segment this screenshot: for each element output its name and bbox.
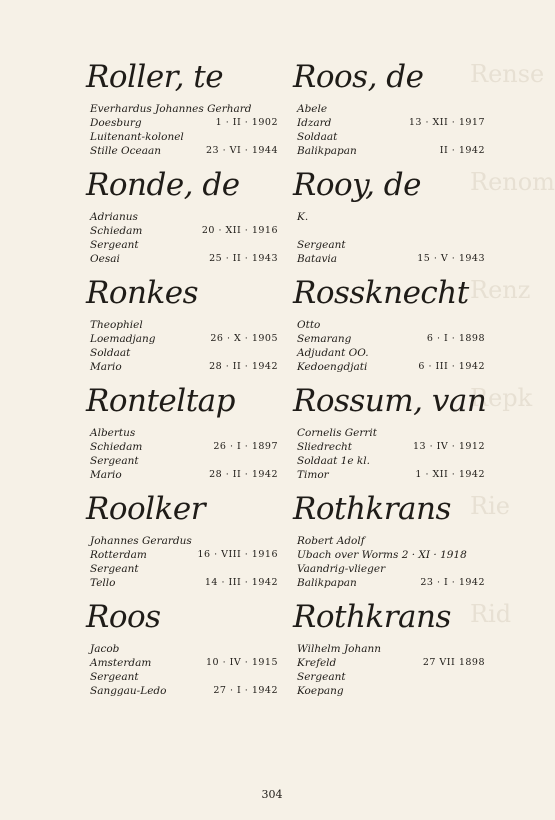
surname: Roos <box>86 599 161 635</box>
given-names: Theophiel <box>90 319 143 331</box>
birth-place-date: Idzard 13 · XII · 1917 <box>297 117 485 129</box>
death-place-date: Mario 28 · II · 1942 <box>90 361 278 373</box>
rank: Vaandrig-vlieger <box>297 563 386 575</box>
given-names: Otto <box>297 319 321 331</box>
surname: Ronkes <box>86 275 199 311</box>
entry-ronteltap <box>86 383 290 492</box>
entry-ronkes <box>86 275 290 384</box>
given-names: Everhardus Johannes Gerhard <box>90 103 252 115</box>
death-place-date: Mario 28 · II · 1942 <box>90 469 278 481</box>
given-names: Johannes Gerardus <box>90 535 192 547</box>
surname: Roos, de <box>293 59 424 95</box>
rank: Luitenant-kolonel <box>90 131 184 143</box>
right-column <box>293 59 497 708</box>
death-place-date: Stille Oceaan 23 · VI · 1944 <box>90 145 278 157</box>
rank: Sergeant <box>297 239 346 251</box>
given-names: Adrianus <box>90 211 138 223</box>
death-place-date: Kedoengdjati 6 · III · 1942 <box>297 361 485 373</box>
given-names: Albertus <box>90 427 136 439</box>
death-place-date: Tello 14 · III · 1942 <box>90 577 278 589</box>
birth-place-date: Loemadjang 26 · X · 1905 <box>90 333 278 345</box>
death-place: Koepang <box>297 685 344 697</box>
rank: Soldaat <box>297 131 338 143</box>
surname: Roolker <box>86 491 206 527</box>
birth-place-date: Sliedrecht 13 · IV · 1912 <box>297 441 485 453</box>
birth-place-date: Semarang 6 · I · 1898 <box>297 333 485 345</box>
birth-place-date: Doesburg 1 · II · 1902 <box>90 117 278 129</box>
entry-roos-de <box>293 59 497 168</box>
rank: Sergeant <box>90 671 139 683</box>
surname: Ronteltap <box>86 383 235 419</box>
given-names: K. <box>297 211 309 223</box>
birth-place-date: Schiedam 26 · I · 1897 <box>90 441 278 453</box>
page-number: 304 <box>261 788 283 801</box>
left-column <box>86 59 290 708</box>
surname: Rossknecht <box>293 275 469 311</box>
birth-place-date: Amsterdam 10 · IV · 1915 <box>90 657 278 669</box>
entry-roos <box>86 599 290 708</box>
surname: Rothkrans <box>293 599 451 635</box>
given-names: Wilhelm Johann <box>297 643 382 655</box>
death-place-date: Balikpapan II · 1942 <box>297 145 485 157</box>
entry-ronde-de <box>86 167 290 276</box>
surname: Ronde, de <box>86 167 240 203</box>
entry-rossknecht <box>293 275 497 384</box>
rank: Sergeant <box>90 455 139 467</box>
rank: Sergeant <box>90 563 139 575</box>
given-names: Robert Adolf <box>297 535 365 547</box>
birth-place-date: Ubach over Worms 2 · XI · 1918 <box>297 549 467 561</box>
death-place-date: Balikpapan 23 · I · 1942 <box>297 577 485 589</box>
entry-roller-te <box>86 59 290 168</box>
entry-roolker <box>86 491 290 600</box>
rank: Sergeant <box>297 671 346 683</box>
entry-rossum-van <box>293 383 497 492</box>
entry-rothkrans-wilhelm <box>293 599 497 708</box>
rank: Soldaat <box>90 347 131 359</box>
rank: Soldaat 1e kl. <box>297 455 370 467</box>
surname: Rothkrans <box>293 491 451 527</box>
death-place-date: Sanggau-Ledo 27 · I · 1942 <box>90 685 278 697</box>
given-names: Abele <box>297 103 328 115</box>
birth-place-date <box>297 224 485 238</box>
given-names: Jacob <box>90 643 120 655</box>
rank: Adjudant OO. <box>297 347 369 359</box>
birth-place-date: Schiedam 20 · XII · 1916 <box>90 225 278 237</box>
surname: Rossum, van <box>293 383 487 419</box>
entry-rothkrans-robert <box>293 491 497 600</box>
death-place-date: Oesai 25 · II · 1943 <box>90 253 278 265</box>
death-place-date: Timor 1 · XII · 1942 <box>297 469 485 481</box>
birth-place-date: Rotterdam 16 · VIII · 1916 <box>90 549 278 561</box>
rank: Sergeant <box>90 239 139 251</box>
surname: Rooy, de <box>293 167 421 203</box>
birth-place-date: Krefeld 27 VII 1898 <box>297 657 485 669</box>
entry-rooy-de <box>293 167 497 276</box>
death-place-date: Batavia 15 · V · 1943 <box>297 253 485 265</box>
surname: Roller, te <box>86 59 224 95</box>
bleed-through-text: Rense Renom Renz Repk Rie Rid <box>470 60 555 628</box>
given-names: Cornelis Gerrit <box>297 427 378 439</box>
